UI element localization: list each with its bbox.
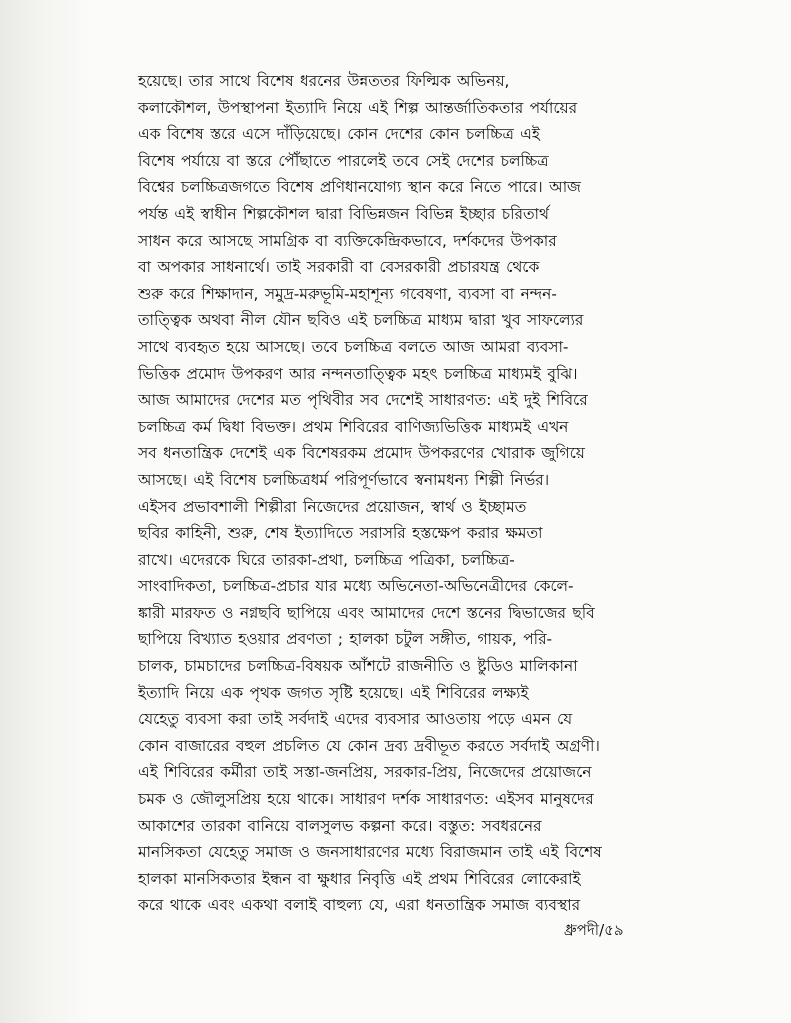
text-line: ঙ্কারী মারফত ও নগ্নছবি ছাপিয়ে এবং আমাদের দেশে স্তনের দ্বিভাজের ছবি [138,603,595,622]
text-line: এইসব প্রভাবশালী শিল্পীরা নিজেদের প্রয়োজন, স্বার্থ ও ইচ্ছামত [138,497,527,516]
text-line: আকাশের তারকা বানিয়ে বালসুলভ কল্পনা করে। বস্তুত: সবধরনের [138,816,542,835]
text-line: ছাপিয়ে বিখ্যাত হওয়ার প্রবণতা ; হালকা চটুল সঙ্গীত, গায়ক, পরি- [138,630,553,649]
text-line: রাখে। এদেরকে ঘিরে তারকা-প্রথা, চলচ্চিত্র পত্রিকা, চলচ্চিত্র- [138,550,515,569]
binding-shadow [0,0,92,1023]
text-line: আজ আমাদের দেশের মত পৃথিবীর সব দেশেই সাধারণত: এই দুই শিবিরে [138,391,588,410]
text-line: ইত্যাদি নিয়ে এক পৃথক জগত সৃষ্টি হয়েছে। এই শিবিরের লক্ষ্যই [138,683,529,702]
text-line: করে থাকে এবং একথা বলাই বাহুল্য যে, এরা ধনতান্ত্রিক সমাজ ব্যবস্থার [138,896,581,915]
text-line: হালকা মানসিকতার ইন্ধন বা ক্ষুধার নিবৃত্তি এই প্রথম শিবিরের লোকেরাই [138,869,581,888]
text-line: চমক ও জৌলুসপ্রিয় হয়ে থাকে। সাধারণ দর্শক সাধারণত: এইসব মানুষদের [138,790,594,809]
text-line: ছবির কাহিনী, শুরু, শেষ ইত্যাদিতে সরাসরি হস্তক্ষেপ করার ক্ষমতা [138,524,543,543]
text-line: তাত্ত্বিক অথবা নীল যৌন ছবিও এই চলচ্চিত্র মাধ্যম দ্বারা খুব সাফল্যের [138,311,584,330]
text-line: চালক, চামচাদের চলচ্চিত্র-বিষয়ক আঁশটে রাজনীতি ও ষ্টুডিও মালিকানা [138,657,578,676]
text-line: এক বিশেষ স্তরে এসে দাঁড়িয়েছে। কোন দেশের কোন চলচ্চিত্র এই [138,125,540,144]
page-folio: ধ্রুপদী/৫৯ [564,921,624,939]
page-body-text [138,68,628,919]
text-line: আসছে। এই বিশেষ চলচ্চিত্রধর্ম পরিপূর্ণভাবে স্বনামধন্য শিল্পী নির্ভর। [138,470,550,489]
text-line: সাংবাদিকতা, চলচ্চিত্র-প্রচার যার মধ্যে অভিনেতা-অভিনেত্রীদের কেলে- [138,577,574,596]
text-line: হয়েছে। তার সাথে বিশেষ ধরনের উন্নততর ফিল্মিক অভিনয়, [138,72,510,90]
text-line: পর্যন্ত এই স্বাধীন শিল্পকৌশল দ্বারা বিভিন্নজন বিভিন্ন ইচ্ছার চরিতার্থ [138,204,549,223]
text-line: যেহেতু ব্যবসা করা তাই সর্বদাই এদের ব্যবসার আওতায় পড়ে এমন যে [138,710,573,729]
text-line: কলাকৌশল, উপস্থাপনা ইত্যাদি নিয়ে এই শিল্প আন্তর্জাতিকতার পর্যায়ের [138,98,578,117]
text-line: চলচ্চিত্র কর্ম দ্বিধা বিভক্ত। প্রথম শিবিরের বাণিজ্যভিত্তিক মাধ্যমই এখন [138,417,569,436]
text-line: ভিত্তিক প্রমোদ উপকরণ আর নন্দনতাত্ত্বিক মহৎ চলচ্চিত্র মাধ্যমই বুঝি। [138,364,578,383]
text-line: সাথে ব্যবহৃত হয়ে আসছে। তবে চলচ্চিত্র বলতে আজ আমরা ব্যবসা- [138,337,569,356]
text-line: সব ধনতান্ত্রিক দেশেই এক বিশেষরকম প্রমোদ উপকরণের খোরাক জুগিয়ে [138,444,585,463]
text-line: শুরু করে শিক্ষাদান, সমুদ্র-মরুভূমি-মহাশূন্য গবেষণা, ব্যবসা বা নন্দন- [138,284,557,303]
text-line: বিশ্বের চলচ্চিত্রজগতে বিশেষ প্রণিধানযোগ্য স্থান করে নিতে পারে। আজ [138,178,581,197]
text-line: বা অপকার সাধনার্থে। তাই সরকারী বা বেসরকারী প্রচারযন্ত্র থেকে [138,258,540,277]
text-line: বিশেষ পর্যায়ে বা স্তরে পৌঁছাতে পারলেই তবে সেই দেশের চলচ্চিত্র [138,151,549,170]
text-line: সাধন করে আসছে সামগ্রিক বা ব্যক্তিকেন্দ্রিকভাবে, দর্শকদের উপকার [138,231,557,250]
text-line: কোন বাজারের বহুল প্রচলিত যে কোন দ্রব্য দ্রবীভূত করতে সর্বদাই অগ্রণী। [138,736,600,755]
text-line: এই শিবিরের কর্মীরা তাই সস্তা-জনপ্রিয়, সরকার-প্রিয়, নিজেদের প্রয়োজনে [138,763,592,782]
text-line: মানসিকতা যেহেতু সমাজ ও জনসাধারণের মধ্যে বিরাজমান তাই এই বিশেষ [138,843,602,862]
